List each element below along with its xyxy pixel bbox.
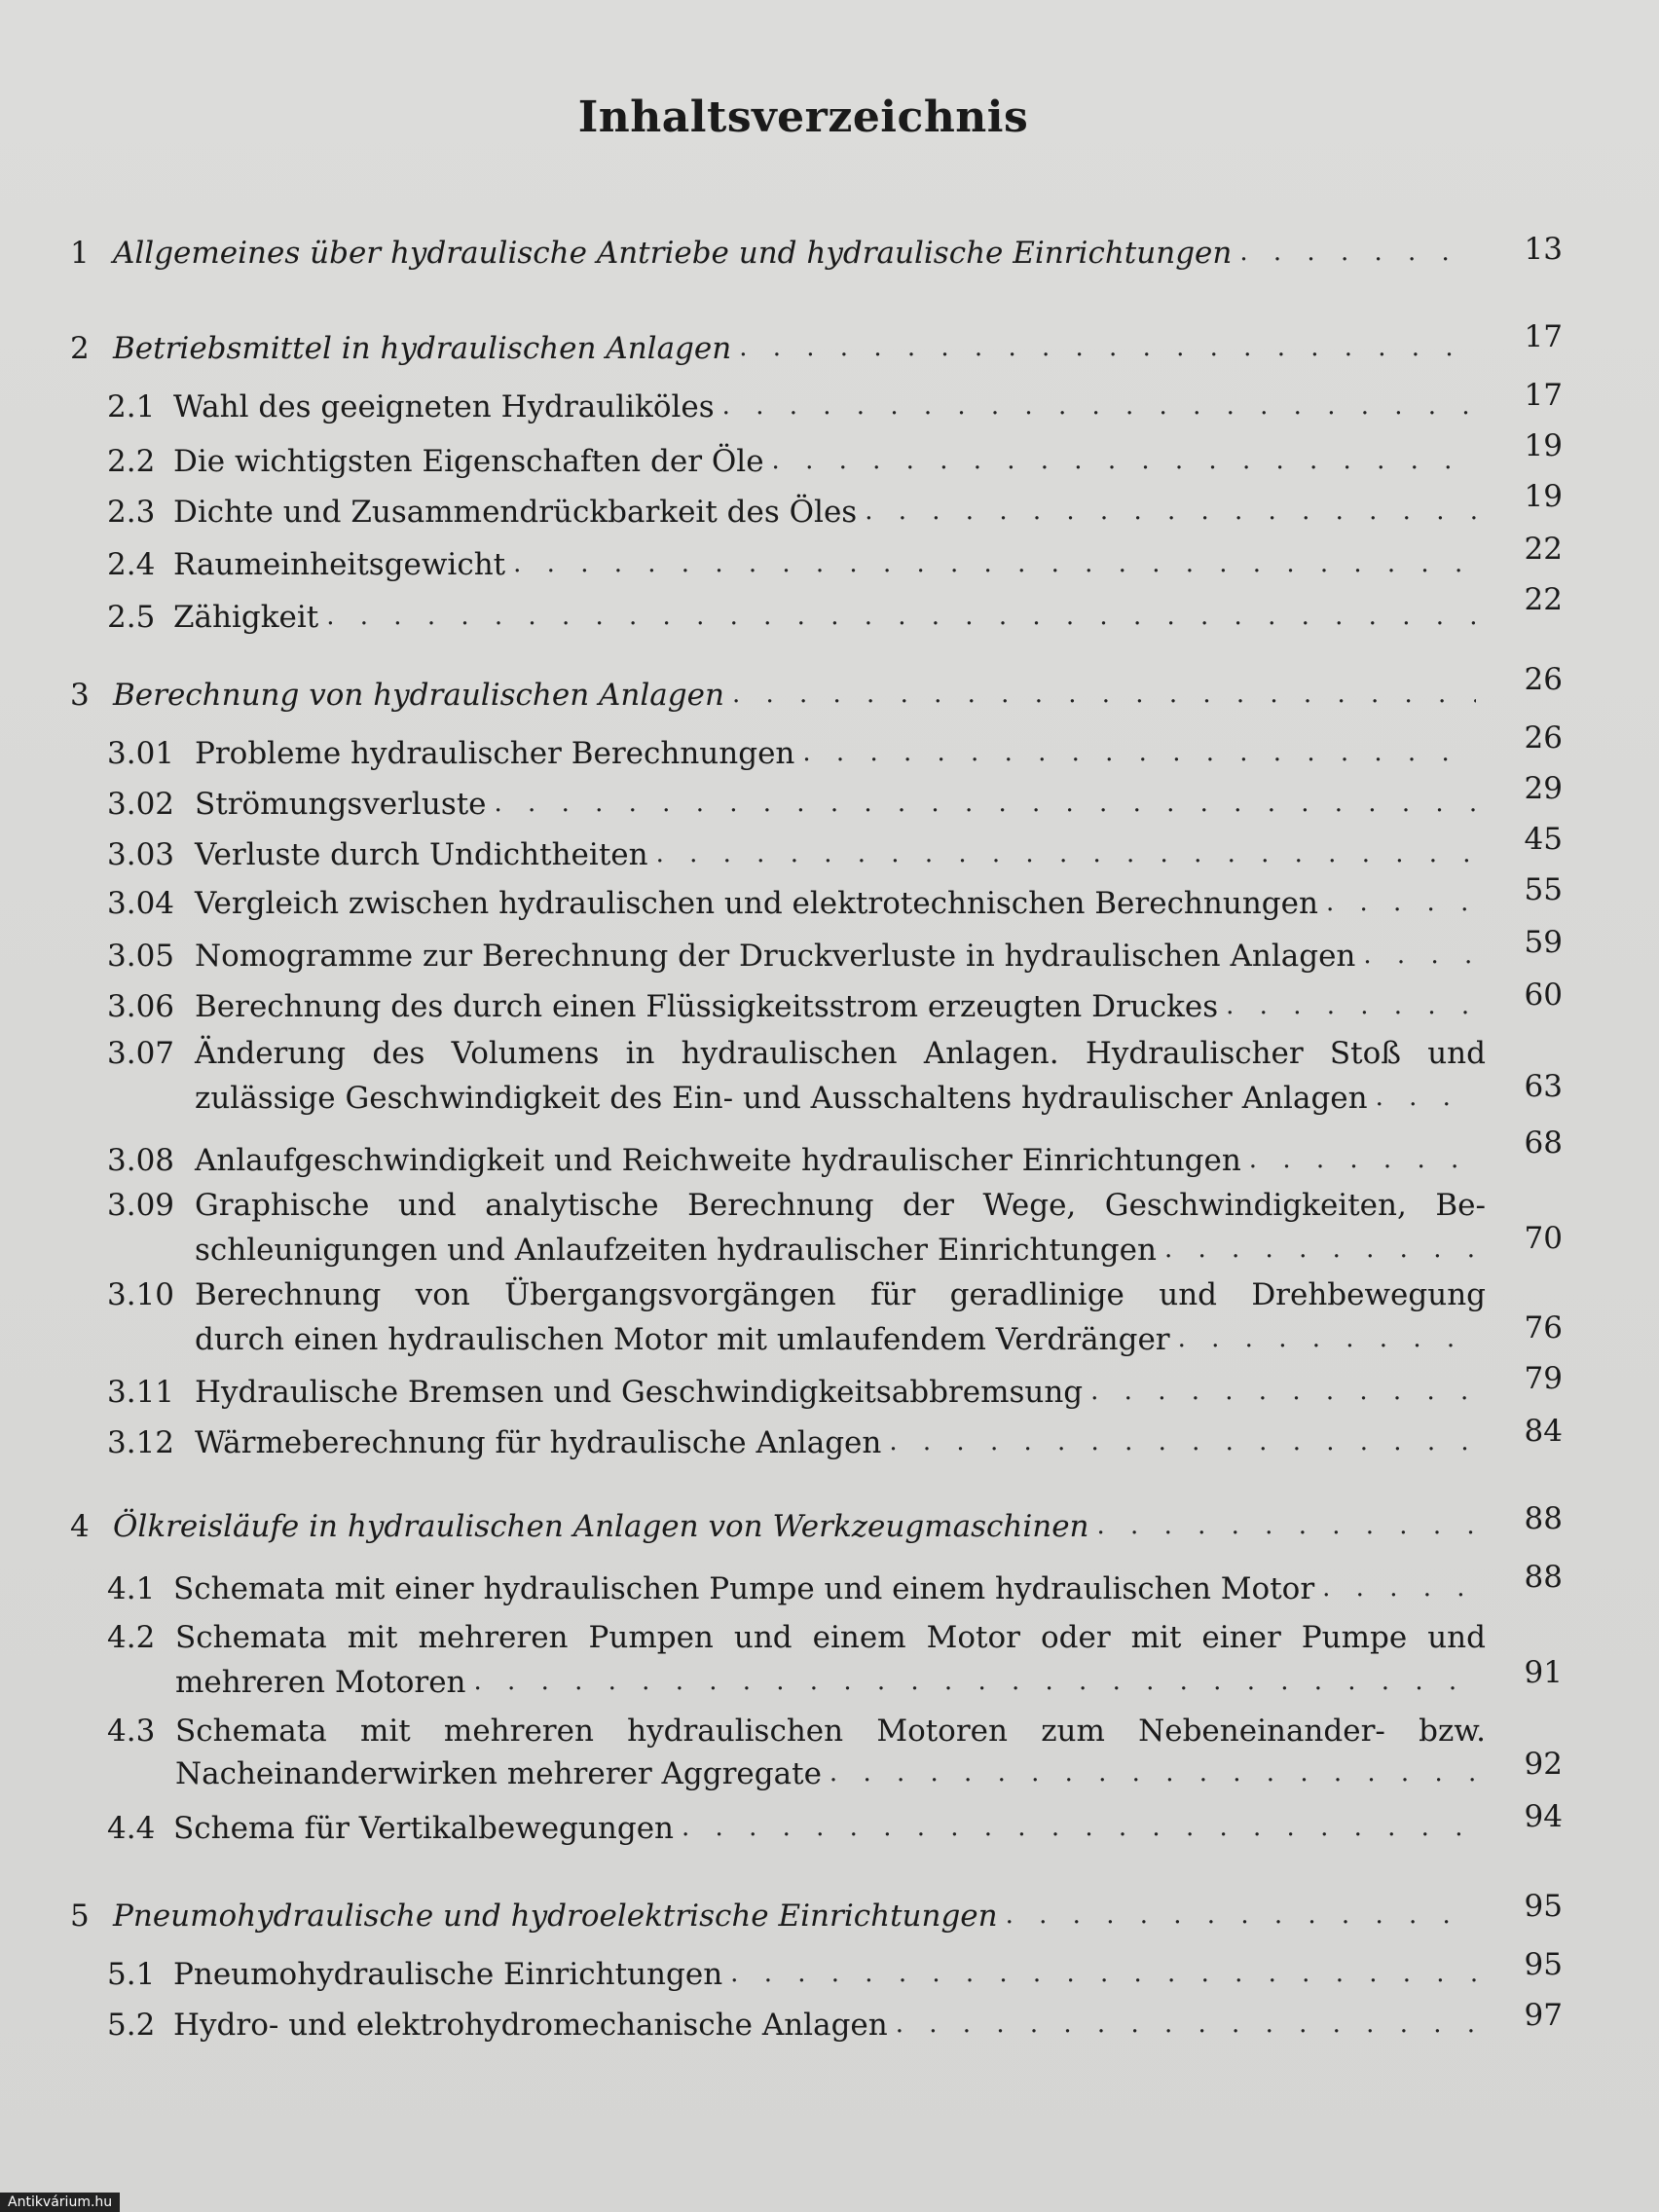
- toc-title-continued: zulässige Geschwindigkeit des Ein- und Ausschaltens hydraulischer Anlagen: [195, 1081, 1368, 1116]
- toc-number: 3.07: [107, 1036, 175, 1071]
- toc-title[interactable]: Änderung des Volumens in hydraulischen Anlagen. Hydraulischer Stoß und: [195, 1036, 1486, 1071]
- toc-section-2-3[interactable]: [107, 491, 1482, 534]
- toc-section-4-1[interactable]: [107, 1567, 1482, 1610]
- toc-number: 4.3: [107, 1714, 156, 1749]
- dot-leader: [1164, 1236, 1476, 1262]
- toc-page-number: 88: [1524, 1560, 1563, 1595]
- toc-section-4-4[interactable]: [107, 1807, 1482, 1850]
- dot-leader: [474, 1669, 1476, 1694]
- toc-title: Schemata mit einer hydraulischen Pumpe und einem hydraulischen Motor: [173, 1571, 1315, 1606]
- toc-page-number: 45: [1524, 822, 1563, 857]
- toc-page-number: 97: [1524, 1998, 1563, 2033]
- toc-number: 3.05: [107, 939, 175, 974]
- toc-section-3-05[interactable]: [107, 935, 1482, 977]
- toc-chapter-1[interactable]: [70, 232, 1482, 275]
- toc-number: 3.10: [107, 1277, 175, 1312]
- toc-title: Strömungsverluste: [195, 787, 487, 822]
- dot-leader: [772, 448, 1476, 473]
- toc-number: 2.2: [107, 444, 156, 479]
- toc-number: 3: [70, 678, 90, 713]
- dot-leader: [896, 2011, 1476, 2037]
- toc-page-number: 26: [1524, 720, 1563, 756]
- toc-page-number: 59: [1524, 925, 1563, 960]
- toc-title-continued: mehreren Motoren: [175, 1665, 466, 1700]
- dot-leader: [326, 604, 1476, 629]
- dot-leader: [1226, 993, 1476, 1018]
- toc-title: Pneumohydraulische Einrichtungen: [173, 1957, 723, 1992]
- toc-title: Anlaufgeschwindigkeit und Reichweite hydraulischer Einrichtungen: [195, 1143, 1241, 1178]
- toc-page-number: 17: [1524, 319, 1563, 354]
- toc-number: 3.01: [107, 736, 175, 771]
- toc-title-continued: schleunigungen und Anlaufzeiten hydraulischer Einrichtungen: [195, 1233, 1157, 1268]
- dot-leader: [1363, 942, 1476, 968]
- toc-title: Verluste durch Undichtheiten: [195, 837, 648, 872]
- toc-title[interactable]: Schemata mit mehreren hydraulischen Motoren zum Nebeneinander- bzw.: [175, 1714, 1486, 1749]
- dot-leader: [1097, 1513, 1476, 1538]
- toc-section-3-04[interactable]: [107, 882, 1482, 925]
- toc-section-3-06[interactable]: [107, 985, 1482, 1028]
- toc-number: 3.04: [107, 886, 175, 921]
- toc-title: Raumeinheitsgewicht: [173, 547, 506, 582]
- toc-title: Betriebsmittel in hydraulischen Anlagen: [113, 331, 732, 366]
- toc-number: 3.03: [107, 837, 175, 872]
- toc-page-number: 26: [1524, 662, 1563, 697]
- toc-section-3-10[interactable]: [195, 1318, 1482, 1361]
- toc-section-3-01[interactable]: [107, 732, 1482, 775]
- toc-page-number: 91: [1524, 1655, 1563, 1690]
- toc-page-number: 63: [1524, 1069, 1563, 1104]
- toc-page-number: 88: [1524, 1501, 1563, 1536]
- toc-page-number: 17: [1524, 378, 1563, 413]
- dot-leader: [1326, 890, 1476, 915]
- toc-number: 3.08: [107, 1143, 175, 1178]
- toc-number: 2.5: [107, 600, 156, 635]
- toc-number: 5.2: [107, 2008, 156, 2043]
- toc-chapter-2[interactable]: [70, 327, 1482, 370]
- dot-leader: [1006, 1902, 1476, 1928]
- toc-title: Zähigkeit: [173, 600, 319, 635]
- dot-leader: [889, 1429, 1476, 1455]
- toc-section-3-08[interactable]: [107, 1139, 1482, 1182]
- toc-page-number: 19: [1524, 428, 1563, 463]
- toc-page-number: 84: [1524, 1414, 1563, 1449]
- toc-number: 2.1: [107, 389, 156, 424]
- dot-leader: [1249, 1147, 1476, 1172]
- toc-section-3-02[interactable]: [107, 783, 1482, 826]
- dot-leader: [656, 841, 1476, 866]
- toc-title: Die wichtigsten Eigenschaften der Öle: [173, 444, 764, 479]
- dot-leader: [1239, 240, 1476, 265]
- toc-section-4-2[interactable]: [175, 1661, 1482, 1704]
- toc-number: 5.1: [107, 1957, 156, 1992]
- toc-page-number: 19: [1524, 479, 1563, 514]
- dot-leader: [722, 393, 1476, 419]
- toc-number: 1: [70, 236, 90, 271]
- dot-leader: [1322, 1575, 1476, 1601]
- toc-title: Ölkreisläufe in hydraulischen Anlagen von Werkzeugmaschinen: [113, 1509, 1089, 1544]
- dot-leader: [1178, 1326, 1476, 1351]
- toc-number: 5: [70, 1899, 90, 1934]
- toc-number: 3.09: [107, 1188, 175, 1223]
- toc-number: 3.02: [107, 787, 175, 822]
- toc-page-number: 55: [1524, 872, 1563, 907]
- toc-section-2-1[interactable]: [107, 386, 1482, 428]
- toc-title: Wärmeberechnung für hydraulische Anlagen: [195, 1425, 882, 1460]
- toc-page-number: 68: [1524, 1125, 1563, 1161]
- toc-title[interactable]: Graphische und analytische Berechnung der Wege, Geschwindigkeiten, Be-: [195, 1188, 1486, 1223]
- toc-number: 4: [70, 1509, 90, 1544]
- toc-section-3-03[interactable]: [107, 833, 1482, 876]
- toc-number: 2: [70, 331, 90, 366]
- toc-page-number: 13: [1524, 232, 1563, 267]
- dot-leader: [1376, 1085, 1476, 1110]
- toc-title: Probleme hydraulischer Berechnungen: [195, 736, 795, 771]
- dot-leader: [682, 1815, 1476, 1840]
- toc-chapter-3[interactable]: [70, 674, 1482, 717]
- toc-title: Hydraulische Bremsen und Geschwindigkeitsabbremsung: [195, 1375, 1084, 1410]
- toc-title: Wahl des geeigneten Hydrauliköles: [173, 389, 715, 424]
- toc-section-3-09[interactable]: [195, 1229, 1482, 1272]
- dot-leader: [802, 740, 1476, 765]
- toc-page-number: 94: [1524, 1799, 1563, 1834]
- toc-title: Berechnung von hydraulischen Anlagen: [113, 678, 724, 713]
- toc-section-3-07[interactable]: [195, 1077, 1482, 1120]
- toc-section-2-2[interactable]: [107, 440, 1482, 483]
- dot-leader: [495, 791, 1476, 816]
- toc-title[interactable]: Schemata mit mehreren Pumpen und einem Motor oder mit einer Pumpe und: [175, 1620, 1486, 1655]
- toc-title: Vergleich zwischen hydraulischen und elektrotechnischen Berechnungen: [195, 886, 1318, 921]
- toc-number: 4.1: [107, 1571, 156, 1606]
- toc-page-number: 95: [1524, 1947, 1563, 1982]
- toc-number: 4.4: [107, 1811, 156, 1846]
- toc-title[interactable]: Berechnung von Übergangsvorgängen für geradlinige und Drehbewegung: [195, 1277, 1486, 1312]
- toc-page-number: 76: [1524, 1310, 1563, 1346]
- toc-page-number: 79: [1524, 1361, 1563, 1396]
- dot-leader: [730, 1961, 1476, 1986]
- toc-title: Allgemeines über hydraulische Antriebe und hydraulische Einrichtungen: [113, 236, 1233, 271]
- toc-section-5-2[interactable]: [107, 2004, 1482, 2046]
- dot-leader: [830, 1760, 1476, 1786]
- toc-page-number: 60: [1524, 977, 1563, 1013]
- toc-title: Nomogramme zur Berechnung der Druckverluste in hydraulischen Anlagen: [195, 939, 1356, 974]
- toc-title: Berechnung des durch einen Flüssigkeitsstrom erzeugten Druckes: [195, 989, 1219, 1024]
- toc-number: 2.3: [107, 495, 156, 530]
- toc-title: Dichte und Zusammendrückbarkeit des Öles: [173, 495, 858, 530]
- toc-number: 4.2: [107, 1620, 156, 1655]
- toc-title: Pneumohydraulische und hydroelektrische Einrichtungen: [113, 1899, 998, 1934]
- toc-section-2-5[interactable]: [107, 596, 1482, 639]
- toc-page-number: 92: [1524, 1747, 1563, 1782]
- dot-leader: [732, 682, 1476, 707]
- toc-number: 2.4: [107, 547, 156, 582]
- toc-section-3-11[interactable]: [107, 1371, 1482, 1414]
- toc-section-3-12[interactable]: [107, 1421, 1482, 1464]
- toc-section-2-4[interactable]: [107, 543, 1482, 586]
- watermark-label: Antikvárium.hu: [0, 2193, 120, 2212]
- toc-number: 3.06: [107, 989, 175, 1024]
- dot-leader: [513, 551, 1476, 576]
- toc-page-number: 70: [1524, 1221, 1563, 1256]
- toc-title-continued: durch einen hydraulischen Motor mit umlaufendem Verdränger: [195, 1322, 1170, 1357]
- toc-title: Hydro- und elektrohydromechanische Anlagen: [173, 2008, 888, 2043]
- toc-page-number: 95: [1524, 1889, 1563, 1924]
- page-title: Inhaltsverzeichnis: [577, 92, 1029, 142]
- toc-page-number: 22: [1524, 582, 1563, 617]
- toc-chapter-5[interactable]: [70, 1895, 1482, 1937]
- dot-leader: [739, 335, 1476, 360]
- toc-title-continued: Nacheinanderwirken mehrerer Aggregate: [175, 1756, 822, 1791]
- dot-leader: [1090, 1379, 1476, 1404]
- dot-leader: [865, 498, 1476, 524]
- toc-chapter-4[interactable]: [70, 1505, 1482, 1548]
- toc-number: 3.12: [107, 1425, 175, 1460]
- toc-section-4-3[interactable]: [175, 1752, 1482, 1795]
- toc-page-number: 29: [1524, 771, 1563, 806]
- toc-title: Schema für Vertikalbewegungen: [173, 1811, 675, 1846]
- toc-section-5-1[interactable]: [107, 1953, 1482, 1996]
- toc-number: 3.11: [107, 1375, 175, 1410]
- toc-page-number: 22: [1524, 532, 1563, 567]
